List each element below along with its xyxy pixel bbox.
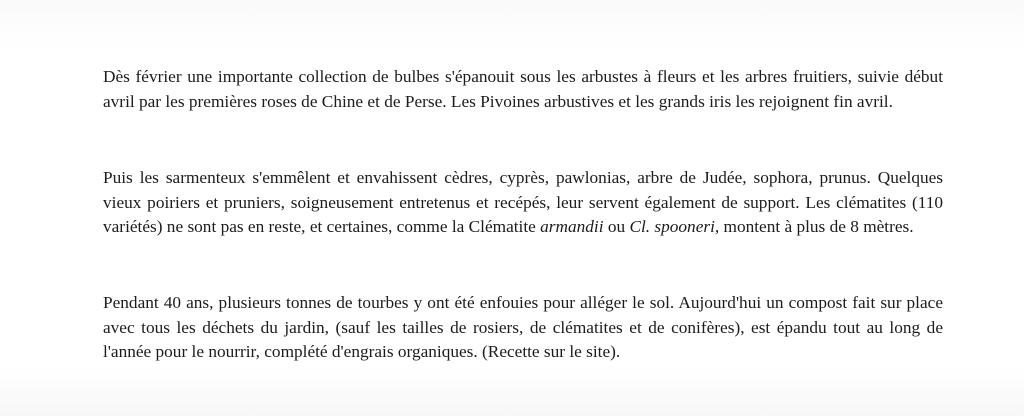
paragraph-text xyxy=(103,166,943,240)
paragraph-bulbs xyxy=(103,65,943,114)
paragraph-text: Dès février une importante collection de bulbes s'épanouit sous les arbustes à fleurs et les arbres fruitiers, suivie début avril par les premières roses de Chine et de Perse. Les Pivoines arbustives et les grands iris les rejoignent fin avril. xyxy=(103,67,943,111)
paragraph-text: Pendant 40 ans, plusieurs tonnes de tourbes y ont été enfouies pour alléger le sol. Aujourd'hui un compost fait sur place avec tous les déchets du jardin, (sauf les tailles de rosiers, de clématites et de conifères), est épandu tout au long de l'année pour le nourrir, complété d'engrais organiques. (Recette sur le site). xyxy=(103,293,943,361)
text-segment: Puis les sarmenteux s'emmêlent et envahissent cèdres, cyprès, pawlonias, arbre de Judée, sophora, prunus. Quelques vieux poiriers et pruniers, soigneusement entretenus et recépés, leur servent également de support. Les clématites (110 variétés) ne sont pas en reste, et certaines, comme la Clématite xyxy=(103,168,943,236)
paragraph-climbers xyxy=(103,166,943,240)
species-name-spooneri: Cl. spooneri xyxy=(629,217,715,236)
text-segment: ou xyxy=(603,217,630,236)
species-name-armandii: armandii xyxy=(540,217,604,236)
text-segment: , montent à plus de 8 mètres. xyxy=(714,217,914,236)
paragraph-soil xyxy=(103,291,943,365)
